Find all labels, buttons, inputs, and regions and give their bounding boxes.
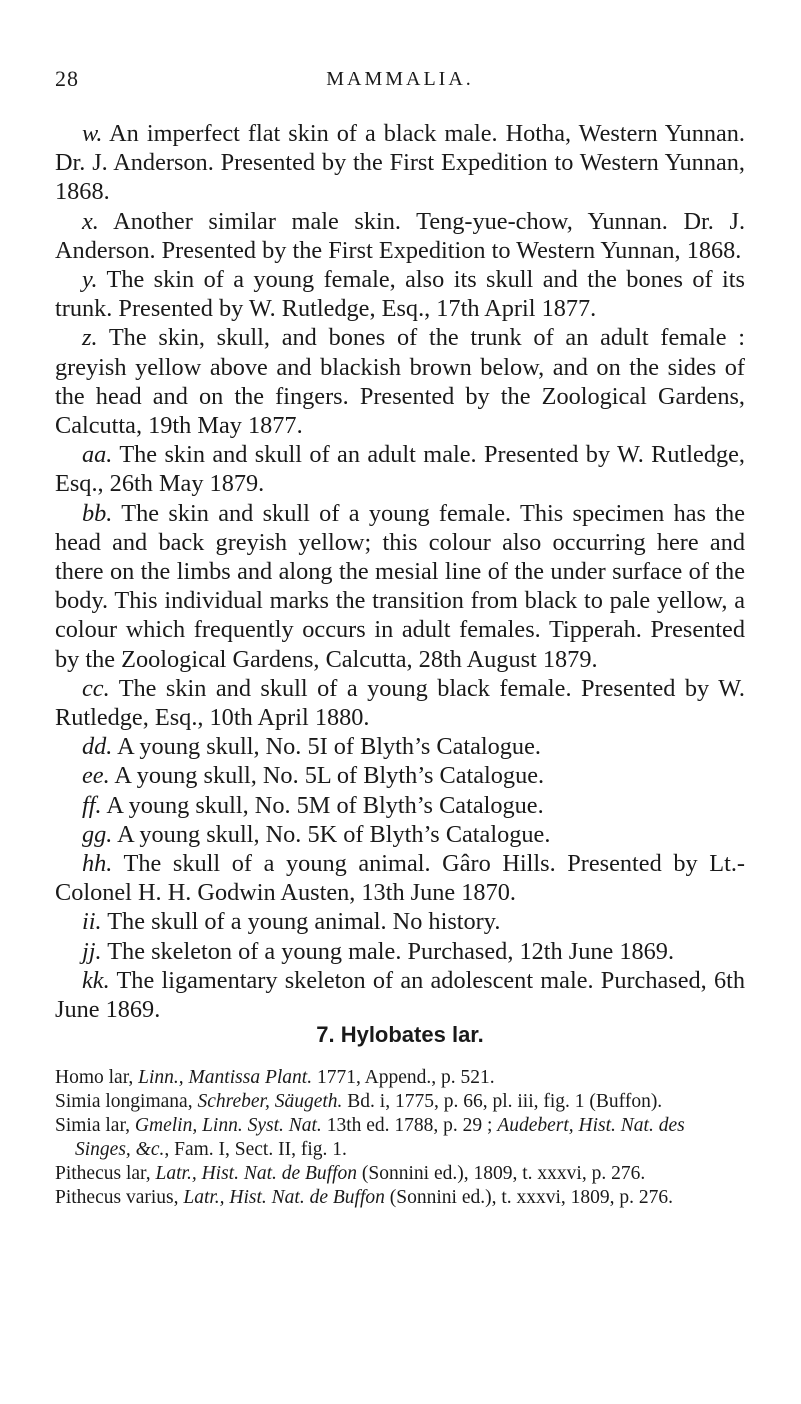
specimen-entry	[55, 674, 745, 732]
specimen-letter: ee.	[82, 762, 110, 790]
specimen-text: The skin and skull of a young black female. Presented by W. Rutledge, Esq., 10th April 1880.	[55, 674, 745, 732]
synonym-details: (Sonnini ed.), 1809, t. xxxvi, p. 276.	[357, 1163, 646, 1184]
specimen-text: The skin and skull of a young female. This specimen has the head and back greyish yellow; this colour also occurring here and there on the limbs and along the mesial line of the under surface of the body. This individual marks the transition from black to pale yellow, a colour which frequently occurs in adult females. Tipperah. Presented by the Zoological Gardens, Calcutta, 28th August 1879.	[55, 499, 745, 673]
synonym-name: Simia longimana,	[55, 1091, 198, 1112]
specimen-letter: aa.	[82, 441, 113, 469]
specimen-text: An imperfect flat skin of a black male. Hotha, Western Yunnan. Dr. J. Anderson. Presented by the First Expedition to Western Yunnan, 1868.	[55, 120, 746, 206]
specimen-entry	[55, 119, 745, 207]
species-heading: 7. Hylobates lar.	[316, 1022, 484, 1047]
specimen-entry	[55, 207, 745, 265]
synonym-entry	[55, 1114, 745, 1162]
specimen-entry	[55, 761, 745, 790]
specimen-text: The skeleton of a young male. Purchased, 12th June 1869.	[107, 937, 675, 965]
specimen-letter: x.	[82, 207, 99, 235]
specimen-letter: z.	[82, 324, 98, 352]
synonym-entry	[55, 1090, 745, 1114]
specimen-entry	[55, 265, 745, 323]
synonym-details: 1771, Append., p. 521.	[312, 1067, 495, 1088]
specimen-text: Another similar male skin. Teng-yue-chow, Yunnan. Dr. J. Anderson. Presented by the First Expedition to Western Yunnan, 1868.	[55, 207, 746, 264]
synonym-details-secondary: , Fam. I, Sect. II, fig. 1.	[164, 1139, 347, 1160]
synonym-name: Pithecus lar,	[55, 1163, 156, 1184]
specimen-entry	[55, 966, 745, 1024]
synonym-details: Bd. i, 1775, p. 66, pl. iii, fig. 1 (Buffon).	[342, 1091, 663, 1112]
specimen-entry	[55, 499, 745, 674]
specimen-list	[55, 119, 745, 1024]
synonym-details: 13th ed. 1788, p. 29 ;	[321, 1115, 498, 1136]
specimen-letter: y.	[82, 266, 98, 294]
specimen-letter: ii.	[82, 908, 102, 936]
specimen-letter: jj.	[82, 937, 102, 965]
specimen-text: The skin of a young female, also its skull and the bones of its trunk. Presented by W. Rutledge, Esq., 17th April 1877.	[55, 266, 745, 323]
synonymy-list	[55, 1066, 745, 1210]
specimen-text: The skull of a young animal. Gâro Hills. Presented by Lt.-Colonel H. H. Godwin Austen, 13th June 1870.	[55, 850, 745, 907]
page-header	[55, 66, 745, 102]
specimen-letter: ff.	[82, 791, 102, 819]
specimen-entry	[55, 849, 745, 907]
specimen-entry	[55, 440, 745, 498]
specimen-text: The skull of a young animal. No history.	[107, 908, 501, 936]
synonym-name: Pithecus varius,	[55, 1187, 184, 1208]
specimen-text: The skin and skull of an adult male. Presented by W. Rutledge, Esq., 26th May 1879.	[55, 441, 745, 498]
specimen-letter: gg.	[82, 820, 113, 848]
specimen-letter: w.	[82, 120, 103, 147]
synonym-name: Homo lar,	[55, 1067, 139, 1088]
specimen-text: A young skull, No. 5L of Blyth’s Catalogue.	[114, 762, 545, 790]
specimen-entry	[55, 937, 745, 966]
specimen-entry	[55, 323, 745, 440]
page-number: 28	[55, 66, 79, 91]
synonym-reference: Latr., Hist. Nat. de Buffon	[155, 1163, 358, 1184]
specimen-text: The skin, skull, and bones of the trunk of an adult female : greyish yellow above and blackish brown below, and on the sides of the head and on the fingers. Presented by the Zoological Gardens, Calcutta, 19th May 1877.	[55, 324, 745, 440]
synonym-entry	[55, 1162, 745, 1186]
specimen-letter: hh.	[82, 850, 113, 878]
synonym-name: Simia lar,	[55, 1115, 135, 1136]
synonym-entry	[55, 1186, 745, 1210]
specimen-entry	[55, 907, 745, 936]
synonym-reference: Latr., Hist. Nat. de Buffon	[183, 1187, 385, 1208]
specimen-letter: dd.	[82, 733, 113, 761]
synonym-details: (Sonnini ed.), t. xxxvi, 1809, p. 276.	[384, 1187, 674, 1208]
synonym-reference: Linn., Mantissa Plant.	[138, 1067, 313, 1088]
synonym-reference: Schreber, Säugeth.	[197, 1091, 343, 1112]
specimen-letter: bb.	[82, 499, 113, 527]
specimen-letter: cc.	[82, 674, 110, 702]
specimen-text: A young skull, No. 5I of Blyth’s Catalogue.	[117, 733, 541, 761]
specimen-text: A young skull, No. 5K of Blyth’s Catalogue.	[117, 820, 551, 848]
synonym-reference-secondary: Audebert, Hist. Nat. des Singes, &c.	[75, 1115, 685, 1160]
specimen-entry	[55, 791, 745, 820]
specimen-letter: kk.	[82, 966, 110, 994]
specimen-text: The ligamentary skeleton of an adolescent male. Purchased, 6th June 1869.	[55, 966, 746, 1024]
specimen-text: A young skull, No. 5M of Blyth’s Catalogue.	[106, 791, 544, 819]
synonym-reference: Gmelin, Linn. Syst. Nat.	[134, 1115, 322, 1136]
specimen-entry	[55, 732, 745, 761]
synonym-entry	[55, 1066, 745, 1090]
running-head: MAMMALIA.	[326, 68, 474, 90]
specimen-entry	[55, 820, 745, 849]
